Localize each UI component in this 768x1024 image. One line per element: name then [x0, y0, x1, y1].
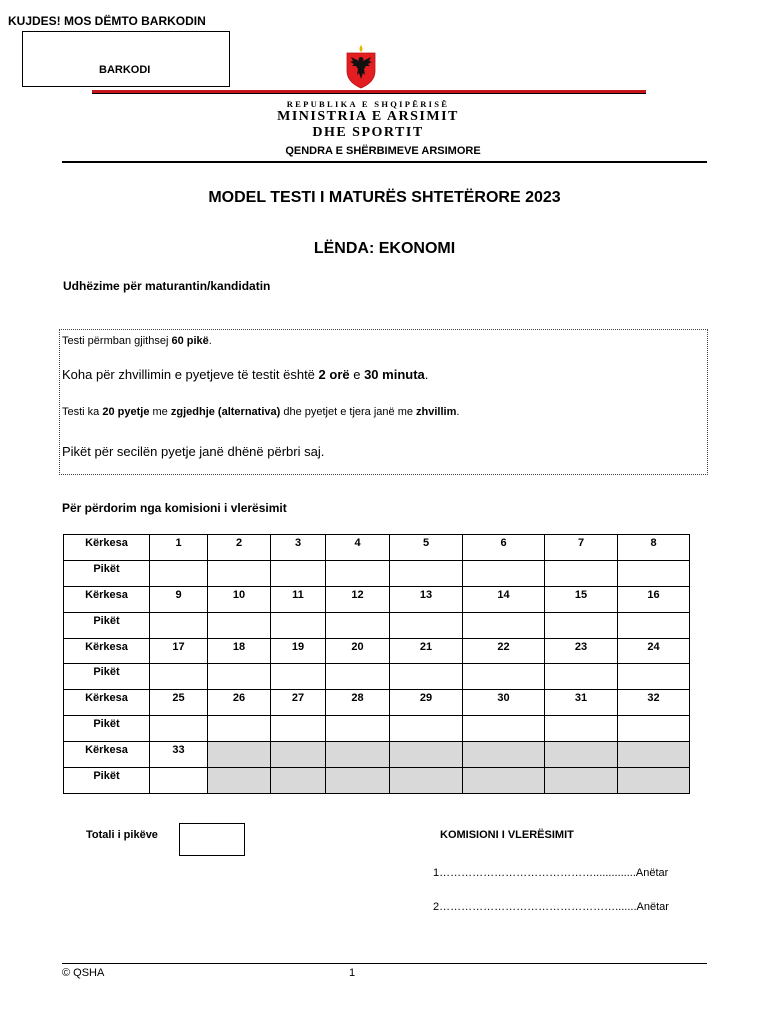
unused-cell	[326, 742, 390, 768]
header-divider	[62, 161, 707, 163]
points-entry-cell[interactable]	[150, 560, 208, 586]
evaluation-table	[63, 534, 690, 794]
unused-cell	[545, 768, 618, 794]
footer-divider	[62, 963, 707, 964]
points-entry-cell[interactable]	[618, 664, 690, 690]
request-number-cell: 15	[545, 586, 618, 612]
points-entry-cell[interactable]	[208, 664, 271, 690]
barcode-label: BARKODI	[99, 64, 151, 76]
request-number-cell: 32	[618, 690, 690, 716]
points-entry-cell[interactable]	[618, 716, 690, 742]
points-entry-cell[interactable]	[390, 664, 463, 690]
request-number-cell: 8	[618, 535, 690, 561]
ministry-line-1: MINISTRIA E ARSIMIT	[277, 109, 459, 124]
request-number-cell: 23	[545, 638, 618, 664]
total-points-label: Totali i pikëve	[86, 829, 158, 841]
barcode-box	[22, 31, 230, 87]
points-entry-cell[interactable]	[463, 560, 545, 586]
request-number-cell: 25	[150, 690, 208, 716]
request-number-cell: 14	[463, 586, 545, 612]
points-entry-cell[interactable]	[326, 612, 390, 638]
request-row-label: Kërkesa	[64, 535, 150, 561]
points-entry-cell[interactable]	[463, 664, 545, 690]
center-name: QENDRA E SHËRBIMEVE ARSIMORE	[285, 145, 481, 157]
unused-cell	[463, 768, 545, 794]
request-number-cell: 24	[618, 638, 690, 664]
request-number-cell: 12	[326, 586, 390, 612]
points-entry-cell[interactable]	[545, 664, 618, 690]
unused-cell	[463, 742, 545, 768]
unused-cell	[545, 742, 618, 768]
commission-title: KOMISIONI I VLERËSIMIT	[440, 829, 574, 841]
points-row	[64, 664, 690, 690]
request-number-cell: 7	[545, 535, 618, 561]
request-number-cell: 29	[390, 690, 463, 716]
request-number-cell: 33	[150, 742, 208, 768]
points-entry-cell[interactable]	[326, 560, 390, 586]
unused-cell	[618, 768, 690, 794]
evaluation-heading: Për përdorim nga komisioni i vlerësimit	[62, 501, 287, 515]
unused-cell	[271, 768, 326, 794]
unused-cell	[326, 768, 390, 794]
request-number-cell: 16	[618, 586, 690, 612]
points-row	[64, 716, 690, 742]
info-points-note: Pikët për secilën pyetje janë dhënë përbri saj.	[62, 444, 325, 459]
request-number-cell: 18	[208, 638, 271, 664]
request-number-cell: 22	[463, 638, 545, 664]
document-title: MODEL TESTI I MATURËS SHTETËRORE 2023	[208, 189, 561, 206]
barcode-warning: KUJDES! MOS DËMTO BARKODIN	[8, 14, 206, 28]
points-row-label: Pikët	[64, 768, 150, 794]
request-number-cell: 21	[390, 638, 463, 664]
request-number-cell: 1	[150, 535, 208, 561]
points-entry-cell[interactable]	[208, 560, 271, 586]
points-entry-cell[interactable]	[150, 664, 208, 690]
request-number-cell: 31	[545, 690, 618, 716]
points-entry-cell[interactable]	[326, 716, 390, 742]
points-entry-cell[interactable]	[545, 560, 618, 586]
request-row	[64, 742, 690, 768]
page-number: 1	[349, 967, 356, 979]
instructions-heading: Udhëzime për maturantin/kandidatin	[63, 279, 271, 293]
points-row	[64, 560, 690, 586]
request-row	[64, 690, 690, 716]
header-black-rule	[92, 93, 646, 94]
request-number-cell: 26	[208, 690, 271, 716]
points-entry-cell[interactable]	[618, 560, 690, 586]
republic-name: REPUBLIKA E SHQIPËRISË	[286, 99, 450, 109]
request-row-label: Kërkesa	[64, 742, 150, 768]
subject-heading: LËNDA: EKONOMI	[313, 240, 456, 257]
points-entry-cell[interactable]	[545, 716, 618, 742]
unused-cell	[208, 742, 271, 768]
footer-copyright: © QSHA	[62, 967, 105, 979]
unused-cell	[618, 742, 690, 768]
points-row-label: Pikët	[64, 716, 150, 742]
points-row	[64, 612, 690, 638]
request-row-label: Kërkesa	[64, 638, 150, 664]
request-number-cell: 4	[326, 535, 390, 561]
ministry-line-2: DHE SPORTIT	[312, 125, 424, 140]
points-entry-cell[interactable]	[390, 612, 463, 638]
unused-cell	[390, 742, 463, 768]
points-entry-cell[interactable]	[208, 612, 271, 638]
request-number-cell: 27	[271, 690, 326, 716]
request-row	[64, 535, 690, 561]
points-entry-cell[interactable]	[271, 612, 326, 638]
info-duration: Koha për zhvillimin e pyetjeve të testit është 2 orë e 30 minuta.	[62, 367, 429, 382]
request-number-cell: 19	[271, 638, 326, 664]
unused-cell	[208, 768, 271, 794]
points-entry-cell[interactable]	[150, 612, 208, 638]
request-number-cell: 2	[208, 535, 271, 561]
request-number-cell: 28	[326, 690, 390, 716]
total-points-box[interactable]	[179, 823, 245, 856]
points-entry-cell[interactable]	[150, 768, 208, 794]
request-number-cell: 30	[463, 690, 545, 716]
points-row-label: Pikët	[64, 560, 150, 586]
info-question-types: Testi ka 20 pyetje me zgjedhje (alternativa) dhe pyetjet e tjera janë me zhvillim.	[62, 406, 460, 418]
points-entry-cell[interactable]	[390, 716, 463, 742]
points-entry-cell[interactable]	[271, 560, 326, 586]
request-number-cell: 11	[271, 586, 326, 612]
info-total-points: Testi përmban gjithsej 60 pikë.	[62, 335, 212, 347]
points-entry-cell[interactable]	[271, 716, 326, 742]
points-entry-cell[interactable]	[545, 612, 618, 638]
points-entry-cell[interactable]	[390, 560, 463, 586]
commission-member-2: 2………………………………………….......Anëtar	[433, 901, 669, 913]
request-row-label: Kërkesa	[64, 586, 150, 612]
request-number-cell: 17	[150, 638, 208, 664]
request-number-cell: 3	[271, 535, 326, 561]
points-entry-cell[interactable]	[208, 716, 271, 742]
points-entry-cell[interactable]	[326, 664, 390, 690]
unused-cell	[390, 768, 463, 794]
points-row-label: Pikët	[64, 612, 150, 638]
request-number-cell: 10	[208, 586, 271, 612]
points-entry-cell[interactable]	[618, 612, 690, 638]
points-entry-cell[interactable]	[463, 612, 545, 638]
request-row-label: Kërkesa	[64, 690, 150, 716]
request-row	[64, 586, 690, 612]
request-row	[64, 638, 690, 664]
points-entry-cell[interactable]	[150, 716, 208, 742]
points-entry-cell[interactable]	[271, 664, 326, 690]
points-row-label: Pikët	[64, 664, 150, 690]
points-row	[64, 768, 690, 794]
request-number-cell: 20	[326, 638, 390, 664]
request-number-cell: 13	[390, 586, 463, 612]
request-number-cell: 6	[463, 535, 545, 561]
unused-cell	[271, 742, 326, 768]
points-entry-cell[interactable]	[463, 716, 545, 742]
request-number-cell: 5	[390, 535, 463, 561]
ministry-name	[230, 109, 506, 141]
request-number-cell: 9	[150, 586, 208, 612]
commission-member-1: 1……………………………………..............Anëtar	[433, 867, 669, 879]
instructions-box	[59, 329, 708, 475]
albania-emblem-icon	[344, 43, 378, 89]
